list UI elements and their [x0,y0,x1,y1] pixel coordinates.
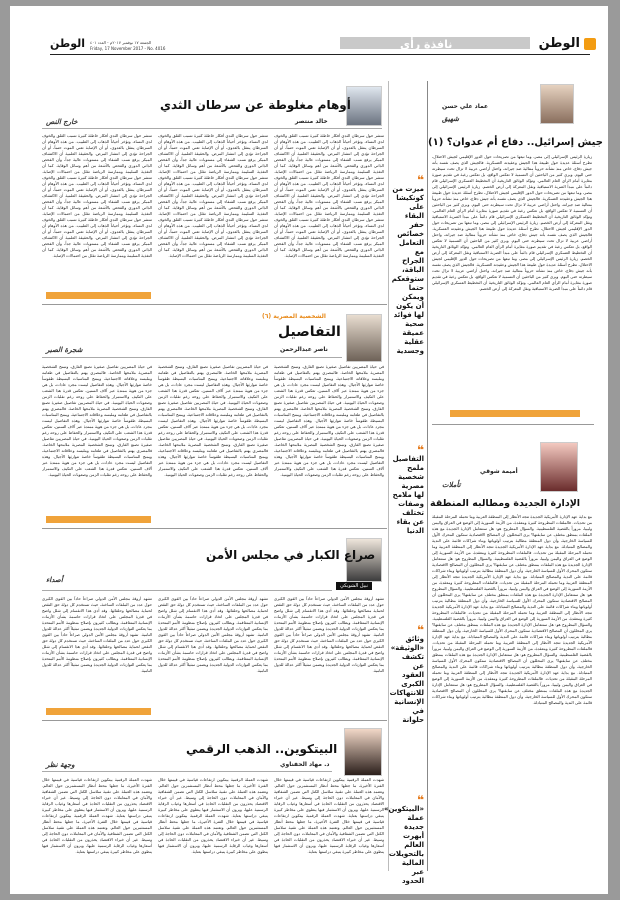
author-name: خالد منتصر [295,118,328,125]
right-column-divider [427,81,428,871]
masthead-rule [50,54,590,55]
column-ribbon: أصداء [46,576,63,584]
headline-rule [42,590,332,591]
article-kicker: الشخصية المصرية (٦) [262,313,326,320]
article-body: شهدت العملة الرقمية بيتكوين ارتفاعات قياسية في قيمتها خلال الفترة الأخيرة، ما جعلها محط أنظار المستثمرين حول العالم. وتعتمد هذه العملة على تقنية سلاسل الكتل التي تضمن الشفافية والأمان في المعاملات دون الحاجة إلى وسيط. غير أن خبراء الاقتصاد يحذرون من التقلبات الحادة في أسعارها وغياب الرقابة الرسمية عليها، ويرون أن الاستثمار فيها ينطوي على مخاطر كبيرة ينبغي دراستها بعناية. شهدت العملة الرقمية بيتكوين ارتفاعات قياسية في قيمتها خلال الفترة الأخيرة، ما جعلها محط أنظار المستثمرين حول العالم. وتعتمد هذه العملة على تقنية سلاسل الكتل التي تضمن الشفافية والأمان في المعاملات دون الحاجة إلى وسيط. غير أن خبراء الاقتصاد يحذرون من التقلبات الحادة في أسعارها وغياب الرقابة الرسمية عليها، ويرون أن الاستثمار فيها ينطوي على مخاطر كبيرة ينبغي دراستها بعناية. [158,777,268,854]
column-ribbon: وجهة نظر [46,761,75,769]
article-headline: أوهام مغلوطة عن سرطان الثدي [160,98,351,112]
pull-quote: ❝ ميزت من كونكيشا على البقاء حفر خصائص التعامل مع الجراح الباقة، ستوقعكم حتما ويمكن أن يكون لها فوائد صحية عميقة عقلية وجسدية [391,173,424,355]
email-bar [46,516,151,523]
email-bar [46,708,151,715]
quote-mark-icon: ❝ [416,623,424,637]
pull-quote: ❝ «البيتكوين» عملة جديدة أبهرت العالم بالتحويلات المالية عبر الحدود [383,793,424,885]
section-rule [432,424,594,425]
article-body: في حياة المصريين تفاصيل صغيرة تصنع الفارق، وتمنح الشخصية المصرية ملامحها الخاصة. فالمصري يهتم بالتفاصيل في طعامه وملبسه وعلاقاته الاجتماعية، ويمنح المناسبات البسيطة طقوساً خاصة تتوارثها الأجيال. وهذه التفاصيل ليست مجرد عادات، بل هي جزء من هوية ممتدة عبر آلاف السنين، تعكس قدرة هذا الشعب على التكيف والاستمرار والحفاظ على روحه رغم تقلبات الزمن وصعوبات الحياة اليومية. في حياة المصريين تفاصيل صغيرة تصنع الفارق، وتمنح الشخصية المصرية ملامحها الخاصة. فالمصري يهتم بالتفاصيل في طعامه وملبسه وعلاقاته الاجتماعية، ويمنح المناسبات البسيطة طقوساً خاصة تتوارثها الأجيال. وهذه التفاصيل ليست مجرد عادات، بل هي جزء من هوية ممتدة عبر آلاف السنين، تعكس قدرة هذا الشعب على التكيف والاستمرار والحفاظ على روحه رغم تقلبات الزمن وصعوبات الحياة اليومية. في حياة المصريين تفاصيل صغيرة تصنع الفارق، وتمنح الشخصية المصرية ملامحها الخاصة. فالمصري يهتم بالتفاصيل في طعامه وملبسه وعلاقاته الاجتماعية، ويمنح المناسبات البسيطة طقوساً خاصة تتوارثها الأجيال. وهذه التفاصيل ليست مجرد عادات، بل هي جزء من هوية ممتدة عبر آلاف السنين، تعكس قدرة هذا الشعب على التكيف والاستمرار والحفاظ على روحه رغم تقلبات الزمن وصعوبات الحياة اليومية. [274,364,384,477]
quote-mark-icon: ❝ [416,793,424,807]
article-body: في حياة المصريين تفاصيل صغيرة تصنع الفارق، وتمنح الشخصية المصرية ملامحها الخاصة. فالمصري يهتم بالتفاصيل في طعامه وملبسه وعلاقاته الاجتماعية، ويمنح المناسبات البسيطة طقوساً خاصة تتوارثها الأجيال. وهذه التفاصيل ليست مجرد عادات، بل هي جزء من هوية ممتدة عبر آلاف السنين، تعكس قدرة هذا الشعب على التكيف والاستمرار والحفاظ على روحه رغم تقلبات الزمن وصعوبات الحياة اليومية. في حياة المصريين تفاصيل صغيرة تصنع الفارق، وتمنح الشخصية المصرية ملامحها الخاصة. فالمصري يهتم بالتفاصيل في طعامه وملبسه وعلاقاته الاجتماعية، ويمنح المناسبات البسيطة طقوساً خاصة تتوارثها الأجيال. وهذه التفاصيل ليست مجرد عادات، بل هي جزء من هوية ممتدة عبر آلاف السنين، تعكس قدرة هذا الشعب على التكيف والاستمرار والحفاظ على روحه رغم تقلبات الزمن وصعوبات الحياة اليومية. في حياة المصريين تفاصيل صغيرة تصنع الفارق، وتمنح الشخصية المصرية ملامحها الخاصة. فالمصري يهتم بالتفاصيل في طعامه وملبسه وعلاقاته الاجتماعية، ويمنح المناسبات البسيطة طقوساً خاصة تتوارثها الأجيال. وهذه التفاصيل ليست مجرد عادات، بل هي جزء من هوية ممتدة عبر آلاف السنين، تعكس قدرة هذا الشعب على التكيف والاستمرار والحفاظ على روحه رغم تقلبات الزمن وصعوبات الحياة اليومية. [158,364,268,477]
article-body: زيارة الرئيس الإسرائيلي إلى مصر، وما تبعها من تصريحات حول الدور الإقليمي لجيش الاحتلال، تطرح أسئلة عديدة حول طبيعة هذا الجيش وعقيدته العسكرية. فالجيش الذي يصف نفسه بأنه جيش دفاع، خاض منذ نشأته حروباً متتالية ضد جيرانه، واحتل أراضي عربية لا تزال تحت سيطرته حتى اليوم. ويرى كثير من الباحثين أن التسمية لا تعكس الواقع، بل تعكس رغبة في تقديم صورة مغايرة أمام الرأي العام العالمي. وتؤكد الوثائق التاريخية أن التخطيط العسكري الإسرائيلي قام دائماً على مبدأ الضربة الاستباقية ونقل المعركة إلى أرض الخصم. زيارة الرئيس الإسرائيلي إلى مصر، وما تبعها من تصريحات حول الدور الإقليمي لجيش الاحتلال، تطرح أسئلة عديدة حول طبيعة هذا الجيش وعقيدته العسكرية. فالجيش الذي يصف نفسه بأنه جيش دفاع، خاض منذ نشأته حروباً متتالية ضد جيرانه، واحتل أراضي عربية لا تزال تحت سيطرته حتى اليوم. ويرى كثير من الباحثين أن التسمية لا تعكس الواقع، بل تعكس رغبة في تقديم صورة مغايرة أمام الرأي العام العالمي. وتؤكد الوثائق التاريخية أن التخطيط العسكري الإسرائيلي قام دائماً على مبدأ الضربة الاستباقية ونقل المعركة إلى أرض الخصم. زيارة الرئيس الإسرائيلي إلى مصر، وما تبعها من تصريحات حول الدور الإقليمي لجيش الاحتلال، تطرح أسئلة عديدة حول طبيعة هذا الجيش وعقيدته العسكرية. فالجيش الذي يصف نفسه بأنه جيش دفاع، خاض منذ نشأته حروباً متتالية ضد جيرانه، واحتل أراضي عربية لا تزال تحت سيطرته حتى اليوم. ويرى كثير من الباحثين أن التسمية لا تعكس الواقع، بل تعكس رغبة في تقديم صورة مغايرة أمام الرأي العام العالمي. وتؤكد الوثائق التاريخية أن التخطيط العسكري الإسرائيلي قام دائماً على مبدأ الضربة الاستباقية ونقل المعركة إلى أرض الخصم. زيارة الرئيس الإسرائيلي إلى مصر، وما تبعها من تصريحات حول الدور الإقليمي لجيش الاحتلال، تطرح أسئلة عديدة حول طبيعة هذا الجيش وعقيدته العسكرية. فالجيش الذي يصف نفسه بأنه جيش دفاع، خاض منذ نشأته حروباً متتالية ضد جيرانه، واحتل أراضي عربية لا تزال تحت سيطرته حتى اليوم. ويرى كثير من الباحثين أن التسمية لا تعكس الواقع، بل تعكس رغبة في تقديم صورة مغايرة أمام الرأي العام العالمي. وتؤكد الوثائق التاريخية أن التخطيط العسكري الإسرائيلي قام دائماً على مبدأ الضربة الاستباقية ونقل المعركة إلى أرض الخصم. [432,154,592,291]
article-body: تنتشر حول سرطان الثدي أفكار خاطئة كثيرة تسبب القلق والخوف لدى النساء، وتؤخر أحياناً الذهاب إلى الطبيب. من هذه الأوهام أن السرطان ينتقل بالعدوى، أو أن الإصابة تعني الموت حتماً، أو أن الجراحة تؤدي إلى انتشار المرض. والحقيقة العلمية أن الاكتشاف المبكر يرفع نسب الشفاء إلى مستويات عالية جداً، وأن الفحص الذاتي الدوري والفحص بالأشعة من أهم وسائل الوقاية. كما أن التغذية السليمة وممارسة الرياضة تقلل من احتمالات الإصابة. تنتشر حول سرطان الثدي أفكار خاطئة كثيرة تسبب القلق والخوف لدى النساء، وتؤخر أحياناً الذهاب إلى الطبيب. من هذه الأوهام أن السرطان ينتقل بالعدوى، أو أن الإصابة تعني الموت حتماً، أو أن الجراحة تؤدي إلى انتشار المرض. والحقيقة العلمية أن الاكتشاف المبكر يرفع نسب الشفاء إلى مستويات عالية جداً، وأن الفحص الذاتي الدوري والفحص بالأشعة من أهم وسائل الوقاية. كما أن التغذية السليمة وممارسة الرياضة تقلل من احتمالات الإصابة. تنتشر حول سرطان الثدي أفكار خاطئة كثيرة تسبب القلق والخوف لدى النساء، وتؤخر أحياناً الذهاب إلى الطبيب. من هذه الأوهام أن السرطان ينتقل بالعدوى، أو أن الإصابة تعني الموت حتماً، أو أن الجراحة تؤدي إلى انتشار المرض. والحقيقة العلمية أن الاكتشاف المبكر يرفع نسب الشفاء إلى مستويات عالية جداً، وأن الفحص الذاتي الدوري والفحص بالأشعة من أهم وسائل الوقاية. كما أن التغذية السليمة وممارسة الرياضة تقلل من احتمالات الإصابة. [42,133,152,258]
article-body: شهدت العملة الرقمية بيتكوين ارتفاعات قياسية في قيمتها خلال الفترة الأخيرة، ما جعلها محط أنظار المستثمرين حول العالم. وتعتمد هذه العملة على تقنية سلاسل الكتل التي تضمن الشفافية والأمان في المعاملات دون الحاجة إلى وسيط. غير أن خبراء الاقتصاد يحذرون من التقلبات الحادة في أسعارها وغياب الرقابة الرسمية عليها، ويرون أن الاستثمار فيها ينطوي على مخاطر كبيرة ينبغي دراستها بعناية. شهدت العملة الرقمية بيتكوين ارتفاعات قياسية في قيمتها خلال الفترة الأخيرة، ما جعلها محط أنظار المستثمرين حول العالم. وتعتمد هذه العملة على تقنية سلاسل الكتل التي تضمن الشفافية والأمان في المعاملات دون الحاجة إلى وسيط. غير أن خبراء الاقتصاد يحذرون من التقلبات الحادة في أسعارها وغياب الرقابة الرسمية عليها، ويرون أن الاستثمار فيها ينطوي على مخاطر كبيرة ينبغي دراستها بعناية. [42,777,152,854]
column-ribbon: تأملات [442,481,461,489]
article-headline: التفاصيل [278,324,341,340]
section-title: نافذة رأي [400,38,453,51]
pull-quote: ❝ وثائق «الوثيقة» تكشف عن العقود الكبرى للانتهاكات الإنسانية في حلوانة [389,623,424,724]
masthead-logo: الوطن [539,36,596,51]
author-name: د. مهاد الحفناوي [280,761,330,768]
pull-quote: ❝ التفاصيل ملمح شخصية مصرية لها ملامح وصفات تختلف عن بقاء الدنيا [392,443,424,535]
article-headline: صراع الكبار في مجلس الأمن [206,548,376,562]
quote-mark-icon: ❝ [416,173,424,187]
article-headline: البيتكوين.. الذهب الرقمي [186,742,338,756]
article-body: تنتشر حول سرطان الثدي أفكار خاطئة كثيرة تسبب القلق والخوف لدى النساء، وتؤخر أحياناً الذهاب إلى الطبيب. من هذه الأوهام أن السرطان ينتقل بالعدوى، أو أن الإصابة تعني الموت حتماً، أو أن الجراحة تؤدي إلى انتشار المرض. والحقيقة العلمية أن الاكتشاف المبكر يرفع نسب الشفاء إلى مستويات عالية جداً، وأن الفحص الذاتي الدوري والفحص بالأشعة من أهم وسائل الوقاية. كما أن التغذية السليمة وممارسة الرياضة تقلل من احتمالات الإصابة. تنتشر حول سرطان الثدي أفكار خاطئة كثيرة تسبب القلق والخوف لدى النساء، وتؤخر أحياناً الذهاب إلى الطبيب. من هذه الأوهام أن السرطان ينتقل بالعدوى، أو أن الإصابة تعني الموت حتماً، أو أن الجراحة تؤدي إلى انتشار المرض. والحقيقة العلمية أن الاكتشاف المبكر يرفع نسب الشفاء إلى مستويات عالية جداً، وأن الفحص الذاتي الدوري والفحص بالأشعة من أهم وسائل الوقاية. كما أن التغذية السليمة وممارسة الرياضة تقلل من احتمالات الإصابة. تنتشر حول سرطان الثدي أفكار خاطئة كثيرة تسبب القلق والخوف لدى النساء، وتؤخر أحياناً الذهاب إلى الطبيب. من هذه الأوهام أن السرطان ينتقل بالعدوى، أو أن الإصابة تعني الموت حتماً، أو أن الجراحة تؤدي إلى انتشار المرض. والحقيقة العلمية أن الاكتشاف المبكر يرفع نسب الشفاء إلى مستويات عالية جداً، وأن الفحص الذاتي الدوري والفحص بالأشعة من أهم وسائل الوقاية. كما أن التغذية السليمة وممارسة الرياضة تقلل من احتمالات الإصابة. [158,133,268,258]
headline-rule [42,128,382,129]
headline-rule [42,771,332,772]
article-body: تنتشر حول سرطان الثدي أفكار خاطئة كثيرة تسبب القلق والخوف لدى النساء، وتؤخر أحياناً الذهاب إلى الطبيب. من هذه الأوهام أن السرطان ينتقل بالعدوى، أو أن الإصابة تعني الموت حتماً، أو أن الجراحة تؤدي إلى انتشار المرض. والحقيقة العلمية أن الاكتشاف المبكر يرفع نسب الشفاء إلى مستويات عالية جداً، وأن الفحص الذاتي الدوري والفحص بالأشعة من أهم وسائل الوقاية. كما أن التغذية السليمة وممارسة الرياضة تقلل من احتمالات الإصابة. تنتشر حول سرطان الثدي أفكار خاطئة كثيرة تسبب القلق والخوف لدى النساء، وتؤخر أحياناً الذهاب إلى الطبيب. من هذه الأوهام أن السرطان ينتقل بالعدوى، أو أن الإصابة تعني الموت حتماً، أو أن الجراحة تؤدي إلى انتشار المرض. والحقيقة العلمية أن الاكتشاف المبكر يرفع نسب الشفاء إلى مستويات عالية جداً، وأن الفحص الذاتي الدوري والفحص بالأشعة من أهم وسائل الوقاية. كما أن التغذية السليمة وممارسة الرياضة تقلل من احتمالات الإصابة. تنتشر حول سرطان الثدي أفكار خاطئة كثيرة تسبب القلق والخوف لدى النساء، وتؤخر أحياناً الذهاب إلى الطبيب. من هذه الأوهام أن السرطان ينتقل بالعدوى، أو أن الإصابة تعني الموت حتماً، أو أن الجراحة تؤدي إلى انتشار المرض. والحقيقة العلمية أن الاكتشاف المبكر يرفع نسب الشفاء إلى مستويات عالية جداً، وأن الفحص الذاتي الدوري والفحص بالأشعة من أهم وسائل الوقاية. كما أن التغذية السليمة وممارسة الرياضة تقلل من احتمالات الإصابة. [274,133,384,258]
quote-mark-icon: ❝ [416,443,424,457]
author-photo [540,442,578,492]
author-photo [346,86,382,126]
column-ribbon: شجرة الصبر [46,346,83,354]
article-body: تشهد أروقة مجلس الأمن الدولي صراعاً حاداً بين القوى الكبرى حول عدد من الملفات الساخنة، حيث تستخدم كل دولة حق النقض لحماية مصالحها وحلفائها. وقد أدى هذا الانقسام إلى شلل واضح في قدرة المجلس على اتخاذ قرارات حاسمة بشأن الأزمات الإنسانية المتفاقمة. ويطالب كثيرون بإصلاح منظومة الأمم المتحدة بما يعكس التوازنات الدولية الجديدة ويضمن تمثيلاً أكثر عدالة للدول النامية. تشهد أروقة مجلس الأمن الدولي صراعاً حاداً بين القوى الكبرى حول عدد من الملفات الساخنة، حيث تستخدم كل دولة حق النقض لحماية مصالحها وحلفائها. وقد أدى هذا الانقسام إلى شلل واضح في قدرة المجلس على اتخاذ قرارات حاسمة بشأن الأزمات الإنسانية المتفاقمة. ويطالب كثيرون بإصلاح منظومة الأمم المتحدة بما يعكس التوازنات الدولية الجديدة ويضمن تمثيلاً أكثر عدالة للدول النامية. [158,596,268,673]
date-line-ar: الجمعة ١٧ نوفمبر ٢٠١٧م - العدد ٤٠١ [90,40,152,45]
date-line-en: Friday, 17 November 2017 - No. 4016 [90,46,166,51]
headline-rule [42,357,342,358]
article-body: شهدت العملة الرقمية بيتكوين ارتفاعات قياسية في قيمتها خلال الفترة الأخيرة، ما جعلها محط أنظار المستثمرين حول العالم. وتعتمد هذه العملة على تقنية سلاسل الكتل التي تضمن الشفافية والأمان في المعاملات دون الحاجة إلى وسيط. غير أن خبراء الاقتصاد يحذرون من التقلبات الحادة في أسعارها وغياب الرقابة الرسمية عليها، ويرون أن الاستثمار فيها ينطوي على مخاطر كبيرة ينبغي دراستها بعناية. شهدت العملة الرقمية بيتكوين ارتفاعات قياسية في قيمتها خلال الفترة الأخيرة، ما جعلها محط أنظار المستثمرين حول العالم. وتعتمد هذه العملة على تقنية سلاسل الكتل التي تضمن الشفافية والأمان في المعاملات دون الحاجة إلى وسيط. غير أن خبراء الاقتصاد يحذرون من التقلبات الحادة في أسعارها وغياب الرقابة الرسمية عليها، ويرون أن الاستثمار فيها ينطوي على مخاطر كبيرة ينبغي دراستها بعناية. [274,777,384,854]
article-body: مع بداية عهد الإدارة الأمريكية الجديدة تتجه الأنظار إلى المنطقة العربية وما تحمله المرحلة المقبلة من تحديات. فالملفات المطروحة كثيرة ومعقدة، من الأزمة السورية إلى الوضع في العراق واليمن وليبيا، مروراً بالقضية الفلسطينية. والسؤال المطروح هو: هل ستتعامل الإدارة الجديدة مع هذه الملفات بمنطق مختلف عن سابقتها؟ يرى المحللون أن المصالح الاقتصادية ستكون المحرك الأول للسياسة الخارجية، وأن دول المنطقة مطالبة بترتيب أولوياتها وبناء شراكات قائمة على الندية والمصالح المتبادلة. مع بداية عهد الإدارة الأمريكية الجديدة تتجه الأنظار إلى المنطقة العربية وما تحمله المرحلة المقبلة من تحديات. فالملفات المطروحة كثيرة ومعقدة، من الأزمة السورية إلى الوضع في العراق واليمن وليبيا، مروراً بالقضية الفلسطينية. والسؤال المطروح هو: هل ستتعامل الإدارة الجديدة مع هذه الملفات بمنطق مختلف عن سابقتها؟ يرى المحللون أن المصالح الاقتصادية ستكون المحرك الأول للسياسة الخارجية، وأن دول المنطقة مطالبة بترتيب أولوياتها وبناء شراكات قائمة على الندية والمصالح المتبادلة. مع بداية عهد الإدارة الأمريكية الجديدة تتجه الأنظار إلى المنطقة العربية وما تحمله المرحلة المقبلة من تحديات. فالملفات المطروحة كثيرة ومعقدة، من الأزمة السورية إلى الوضع في العراق واليمن وليبيا، مروراً بالقضية الفلسطينية. والسؤال المطروح هو: هل ستتعامل الإدارة الجديدة مع هذه الملفات بمنطق مختلف عن سابقتها؟ يرى المحللون أن المصالح الاقتصادية ستكون المحرك الأول للسياسة الخارجية، وأن دول المنطقة مطالبة بترتيب أولوياتها وبناء شراكات قائمة على الندية والمصالح المتبادلة. مع بداية عهد الإدارة الأمريكية الجديدة تتجه الأنظار إلى المنطقة العربية وما تحمله المرحلة المقبلة من تحديات. فالملفات المطروحة كثيرة ومعقدة، من الأزمة السورية إلى الوضع في العراق واليمن وليبيا، مروراً بالقضية الفلسطينية. والسؤال المطروح هو: هل ستتعامل الإدارة الجديدة مع هذه الملفات بمنطق مختلف عن سابقتها؟ يرى المحللون أن المصالح الاقتصادية ستكون المحرك الأول للسياسة الخارجية، وأن دول المنطقة مطالبة بترتيب أولوياتها وبناء شراكات قائمة على الندية والمصالح المتبادلة. مع بداية عهد الإدارة الأمريكية الجديدة تتجه الأنظار إلى المنطقة العربية وما تحمله المرحلة المقبلة من تحديات. فالملفات المطروحة كثيرة ومعقدة، من الأزمة السورية إلى الوضع في العراق واليمن وليبيا، مروراً بالقضية الفلسطينية. والسؤال المطروح هو: هل ستتعامل الإدارة الجديدة مع هذه الملفات بمنطق مختلف عن سابقتها؟ يرى المحللون أن المصالح الاقتصادية ستكون المحرك الأول للسياسة الخارجية، وأن دول المنطقة مطالبة بترتيب أولوياتها وبناء شراكات قائمة على الندية والمصالح المتبادلة. مع بداية عهد الإدارة الأمريكية الجديدة تتجه الأنظار إلى المنطقة العربية وما تحمله المرحلة المقبلة من تحديات. فالملفات المطروحة كثيرة ومعقدة، من الأزمة السورية إلى الوضع في العراق واليمن وليبيا، مروراً بالقضية الفلسطينية. والسؤال المطروح هو: هل ستتعامل الإدارة الجديدة مع هذه الملفات بمنطق مختلف عن سابقتها؟ يرى المحللون أن المصالح الاقتصادية ستكون المحرك الأول للسياسة الخارجية، وأن دول المنطقة مطالبة بترتيب أولوياتها وبناء شراكات قائمة على الندية والمصالح المتبادلة. [432,514,592,705]
author-name: ناصر عبدالرحمن [280,346,328,353]
author-photo [346,314,382,362]
logo-mark-icon [584,38,596,50]
email-bar [450,410,580,417]
author-name: نبيل الشوبكي [336,582,372,590]
author-photo [344,728,382,776]
article-body: تشهد أروقة مجلس الأمن الدولي صراعاً حاداً بين القوى الكبرى حول عدد من الملفات الساخنة، حيث تستخدم كل دولة حق النقض لحماية مصالحها وحلفائها. وقد أدى هذا الانقسام إلى شلل واضح في قدرة المجلس على اتخاذ قرارات حاسمة بشأن الأزمات الإنسانية المتفاقمة. ويطالب كثيرون بإصلاح منظومة الأمم المتحدة بما يعكس التوازنات الدولية الجديدة ويضمن تمثيلاً أكثر عدالة للدول النامية. تشهد أروقة مجلس الأمن الدولي صراعاً حاداً بين القوى الكبرى حول عدد من الملفات الساخنة، حيث تستخدم كل دولة حق النقض لحماية مصالحها وحلفائها. وقد أدى هذا الانقسام إلى شلل واضح في قدرة المجلس على اتخاذ قرارات حاسمة بشأن الأزمات الإنسانية المتفاقمة. ويطالب كثيرون بإصلاح منظومة الأمم المتحدة بما يعكس التوازنات الدولية الجديدة ويضمن تمثيلاً أكثر عدالة للدول النامية. [274,596,384,673]
small-logo: الوطن [50,37,86,50]
section-rule [42,720,387,721]
column-ribbon: شهيق [442,115,460,123]
article-body: في حياة المصريين تفاصيل صغيرة تصنع الفارق، وتمنح الشخصية المصرية ملامحها الخاصة. فالمصري يهتم بالتفاصيل في طعامه وملبسه وعلاقاته الاجتماعية، ويمنح المناسبات البسيطة طقوساً خاصة تتوارثها الأجيال. وهذه التفاصيل ليست مجرد عادات، بل هي جزء من هوية ممتدة عبر آلاف السنين، تعكس قدرة هذا الشعب على التكيف والاستمرار والحفاظ على روحه رغم تقلبات الزمن وصعوبات الحياة اليومية. في حياة المصريين تفاصيل صغيرة تصنع الفارق، وتمنح الشخصية المصرية ملامحها الخاصة. فالمصري يهتم بالتفاصيل في طعامه وملبسه وعلاقاته الاجتماعية، ويمنح المناسبات البسيطة طقوساً خاصة تتوارثها الأجيال. وهذه التفاصيل ليست مجرد عادات، بل هي جزء من هوية ممتدة عبر آلاف السنين، تعكس قدرة هذا الشعب على التكيف والاستمرار والحفاظ على روحه رغم تقلبات الزمن وصعوبات الحياة اليومية. في حياة المصريين تفاصيل صغيرة تصنع الفارق، وتمنح الشخصية المصرية ملامحها الخاصة. فالمصري يهتم بالتفاصيل في طعامه وملبسه وعلاقاته الاجتماعية، ويمنح المناسبات البسيطة طقوساً خاصة تتوارثها الأجيال. وهذه التفاصيل ليست مجرد عادات، بل هي جزء من هوية ممتدة عبر آلاف السنين، تعكس قدرة هذا الشعب على التكيف والاستمرار والحفاظ على روحه رغم تقلبات الزمن وصعوبات الحياة اليومية. [42,364,152,477]
author-name: أميمة شوقي [480,468,518,475]
article-body: تشهد أروقة مجلس الأمن الدولي صراعاً حاداً بين القوى الكبرى حول عدد من الملفات الساخنة، حيث تستخدم كل دولة حق النقض لحماية مصالحها وحلفائها. وقد أدى هذا الانقسام إلى شلل واضح في قدرة المجلس على اتخاذ قرارات حاسمة بشأن الأزمات الإنسانية المتفاقمة. ويطالب كثيرون بإصلاح منظومة الأمم المتحدة بما يعكس التوازنات الدولية الجديدة ويضمن تمثيلاً أكثر عدالة للدول النامية. تشهد أروقة مجلس الأمن الدولي صراعاً حاداً بين القوى الكبرى حول عدد من الملفات الساخنة، حيث تستخدم كل دولة حق النقض لحماية مصالحها وحلفائها. وقد أدى هذا الانقسام إلى شلل واضح في قدرة المجلس على اتخاذ قرارات حاسمة بشأن الأزمات الإنسانية المتفاقمة. ويطالب كثيرون بإصلاح منظومة الأمم المتحدة بما يعكس التوازنات الدولية الجديدة ويضمن تمثيلاً أكثر عدالة للدول النامية. [42,596,152,673]
author-name: عماد علي حسن [442,103,489,110]
section-rule [42,528,387,529]
article-headline: جيش إسرائيل.. دفاع أم عدوان؟ (١) [428,137,603,148]
column-ribbon: خارج النص [46,118,78,126]
section-rule [42,304,387,305]
quote-column-divider [388,81,389,871]
newspaper-page [10,6,608,894]
article-headline: الإدارة الجديدة ومطالبه المنطقة [430,498,581,509]
email-bar [46,292,151,299]
author-photo [540,84,574,124]
